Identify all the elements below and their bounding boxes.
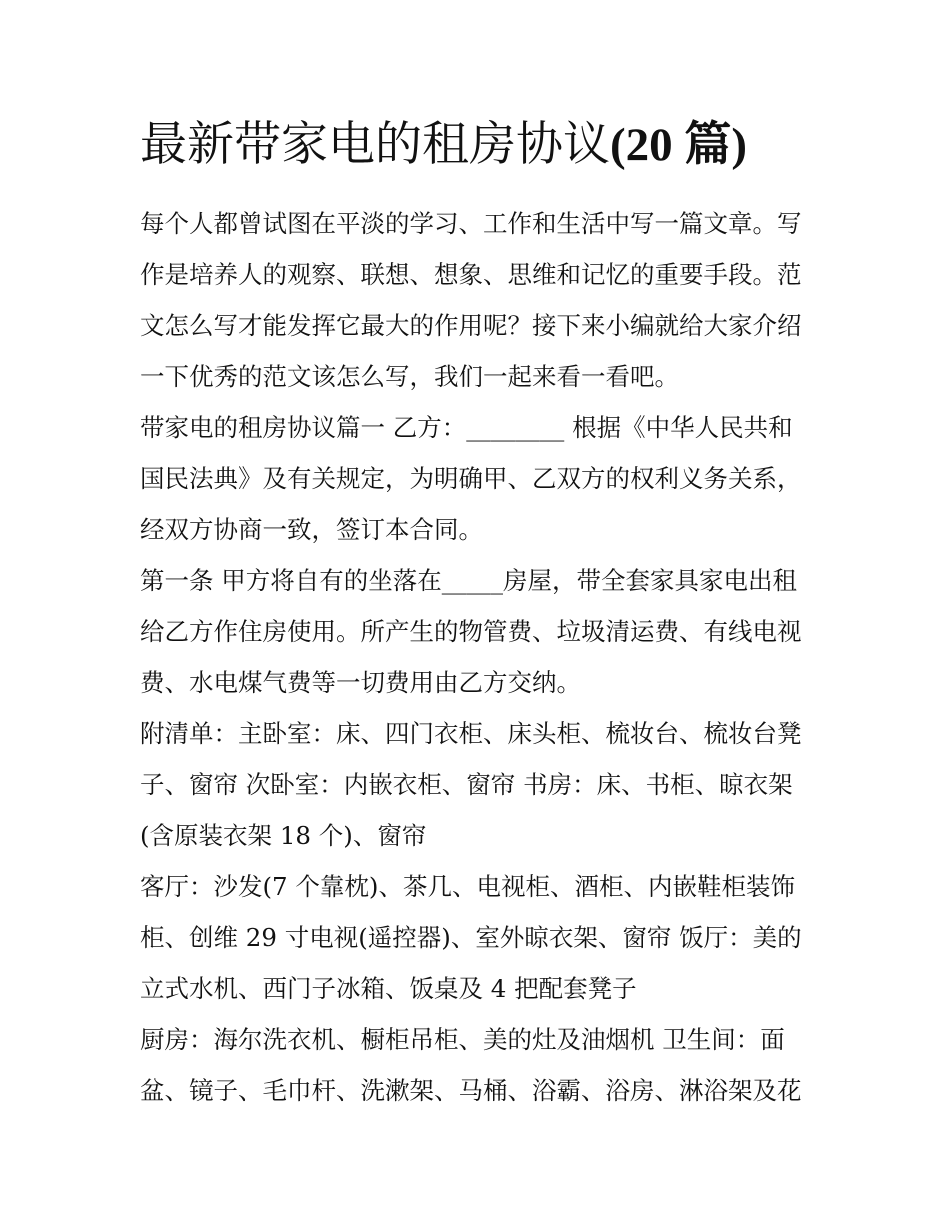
text-line: 国民法典》及有关规定，为明确甲、乙双方的权利义务关系， — [140, 464, 802, 493]
text-line: 子、窗帘 次卧室：内嵌衣柜、窗帘 书房：床、书柜、晾衣架 — [140, 770, 793, 799]
text-line: (含原装衣架 18 个)、窗帘 — [140, 821, 427, 850]
document-body — [140, 198, 820, 1116]
text-line: 附清单：主卧室：床、四门衣柜、床头柜、梳妆台、梳妆台凳 — [140, 719, 802, 748]
text-line: 费、水电煤气费等一切费用由乙方交纳。 — [140, 668, 581, 697]
text-line: 文怎么写才能发挥它最大的作用呢？接下来小编就给大家介绍 — [140, 311, 802, 340]
text-line: 每个人都曾试图在平淡的学习、工作和生活中写一篇文章。写 — [140, 209, 802, 238]
title-main: 最新带家电的租房协议 — [140, 117, 610, 172]
page-title — [140, 112, 840, 178]
text-line: 立式水机、西门子冰箱、饭桌及 4 把配套凳子 — [140, 974, 637, 1003]
title-suffix: (20 篇) — [610, 119, 748, 171]
text-line: 柜、创维 29 寸电视(遥控器)、室外晾衣架、窗帘 饭厅：美的 — [140, 923, 802, 952]
text-line: 盆、镜子、毛巾杆、洗漱架、马桶、浴霸、浴房、淋浴架及花 — [140, 1076, 802, 1105]
text-line: 厨房：海尔洗衣机、橱柜吊柜、美的灶及油烟机 卫生间：面 — [140, 1025, 785, 1054]
text-line: 一下优秀的范文该怎么写，我们一起来看一看吧。 — [140, 362, 679, 391]
text-line: 给乙方作住房使用。所产生的物管费、垃圾清运费、有线电视 — [140, 617, 802, 646]
text-line: 经双方协商一致，签订本合同。 — [140, 515, 483, 544]
text-line: 第一条 甲方将自有的坐落在_____房屋，带全套家具家电出租 — [140, 566, 798, 595]
text-line: 客厅：沙发(7 个靠枕)、茶几、电视柜、酒柜、内嵌鞋柜装饰 — [140, 872, 795, 901]
text-line: 带家电的租房协议篇一 乙方：________ 根据《中华人民共和 — [140, 413, 793, 442]
text-line: 作是培养人的观察、联想、想象、思维和记忆的重要手段。范 — [140, 260, 802, 289]
